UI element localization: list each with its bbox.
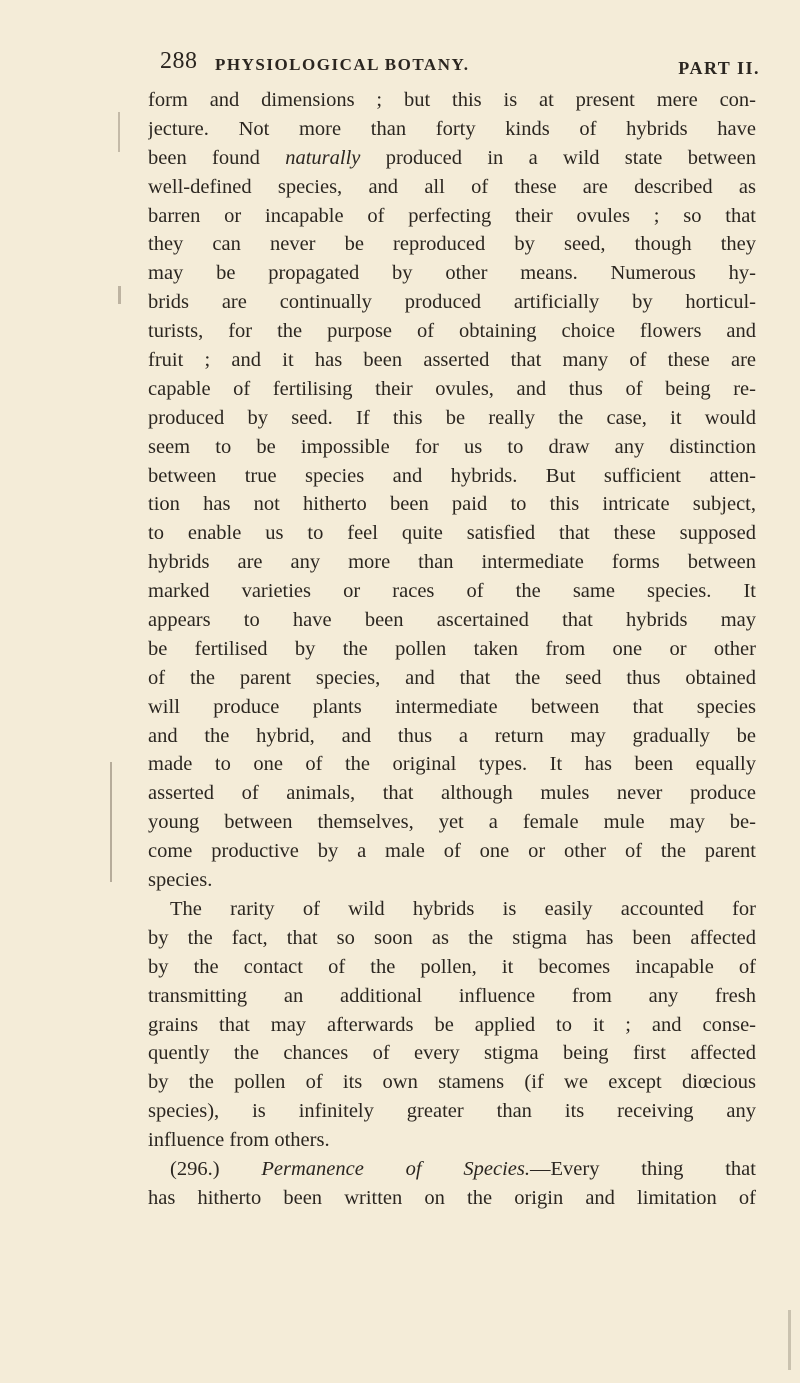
italic-text: naturally <box>285 146 361 169</box>
page-header <box>160 48 760 80</box>
text-line: and the hybrid, and thus a return may gradually be <box>148 724 756 747</box>
margin-mark <box>110 762 112 882</box>
text-line: asserted of animals, that although mules never produce <box>148 782 756 805</box>
text-line: marked varieties or races of the same species. It <box>148 580 756 603</box>
text-segment: (296.) <box>170 1157 262 1180</box>
text-line: form and dimensions ; but this is at present mere con- <box>148 89 756 111</box>
body-text <box>148 86 756 1213</box>
text-line: transmitting an additional influence from any fresh <box>148 984 756 1007</box>
text-segment: been found <box>148 146 286 169</box>
text-line: young between themselves, yet a female mule may be- <box>148 811 756 834</box>
text-line: to enable us to feel quite satisfied that these supposed <box>148 522 756 545</box>
text-line: appears to have been ascertained that hybrids may <box>148 609 756 632</box>
page-number: 288 <box>160 48 198 74</box>
margin-mark <box>118 286 121 304</box>
text-line <box>148 1155 756 1184</box>
margin-mark <box>118 112 120 152</box>
text-line: seem to be impossible for us to draw any distinction <box>148 435 756 458</box>
text-line: between true species and hybrids. But sufficient atten- <box>148 464 756 487</box>
running-head: PHYSIOLOGICAL BOTANY. <box>215 55 470 74</box>
text-line: by the fact, that so soon as the stigma has been affected <box>148 926 756 949</box>
part-label: PART II. <box>678 58 760 78</box>
text-line: produced by seed. If this be really the case, it would <box>148 406 756 429</box>
text-line: come productive by a male of one or other of the parent <box>148 840 756 863</box>
text-line: capable of fertilising their ovules, and thus of being re- <box>148 377 756 400</box>
text-segment: produced in a wild state between <box>360 146 756 169</box>
text-line: well-defined species, and all of these are described as <box>148 175 756 198</box>
text-line: The rarity of wild hybrids is easily accounted for <box>170 897 756 920</box>
text-line <box>148 144 756 173</box>
text-line: they can never be reproduced by seed, though they <box>148 233 756 256</box>
text-line: species), is infinitely greater than its receiving any <box>148 1100 756 1123</box>
text-line: may be propagated by other means. Numerous hy- <box>148 262 756 285</box>
text-line: hybrids are any more than intermediate forms between <box>148 551 756 574</box>
text-line: has hitherto been written on the origin and limitation of <box>148 1186 756 1209</box>
text-line: made to one of the original types. It has been equally <box>148 753 756 776</box>
text-line: brids are continually produced artificially by horticul- <box>148 291 756 314</box>
text-line: by the pollen of its own stamens (if we except diœcious <box>148 1071 756 1094</box>
text-line: quently the chances of every stigma being first affected <box>148 1042 756 1065</box>
italic-text: Permanence of Species. <box>261 1157 530 1180</box>
text-line: of the parent species, and that the seed thus obtained <box>148 666 756 689</box>
text-line: grains that may afterwards be applied to it ; and conse- <box>148 1013 756 1036</box>
text-line: tion has not hitherto been paid to this intricate subject, <box>148 493 756 516</box>
margin-mark <box>788 1310 791 1370</box>
text-line: by the contact of the pollen, it becomes incapable of <box>148 955 756 978</box>
text-line: will produce plants intermediate between that species <box>148 695 756 718</box>
text-line: turists, for the purpose of obtaining choice flowers and <box>148 320 756 343</box>
text-line: jecture. Not more than forty kinds of hybrids have <box>148 117 756 140</box>
text-line: fruit ; and it has been asserted that many of these are <box>148 349 756 372</box>
text-line: species. <box>148 869 213 892</box>
text-segment: —Every thing that <box>530 1157 756 1180</box>
text-line: barren or incapable of perfecting their ovules ; so that <box>148 204 756 227</box>
text-line: be fertilised by the pollen taken from one or other <box>148 637 756 660</box>
text-line: influence from others. <box>148 1129 330 1152</box>
